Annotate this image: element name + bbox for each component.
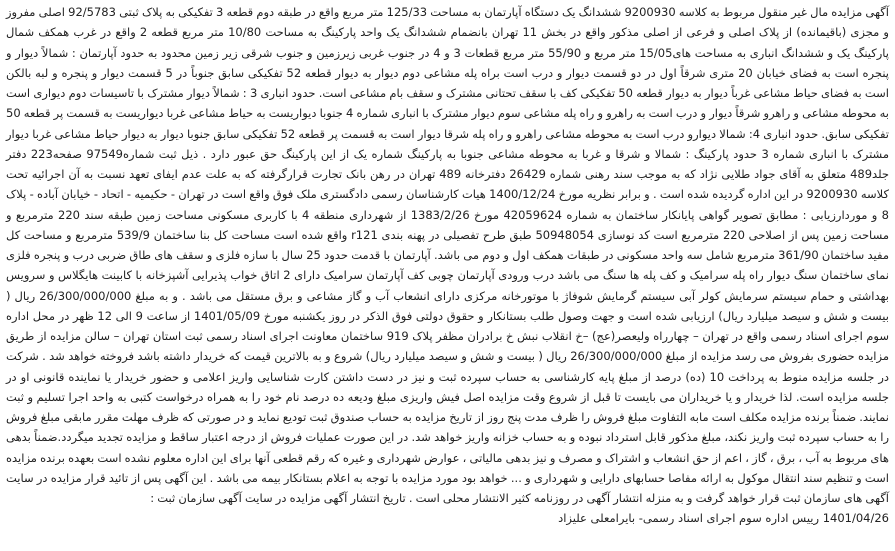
auction-notice (4, 2, 891, 549)
notice-signature: 1401/04/26 رییس اداره سوم اجرای اسناد رسمی- بایرامعلی علیزاد (558, 511, 889, 526)
notice-body-text: آگهی مزایده مال غیر منقول مربوط به کلاسه 9200930 ششدانگ یک دستگاه آپارتمان به مساحت 125/33 متر مربع واقع در طبقه دوم قطعه 3 تفکیکی به پلاک ثبتی 92/5783 اصلی مفروز و مجزی (باقیمانده) از پلاک اصلی و فرعی از اصلی مذکور واقع در بخش 11 تهران بانضمام ششدانگ یک واحد پارکینگ به مساحت 10/80 متر مربع قطعه 2 واقع در غرب همکف شمال پارکینگ یک و ششدانگ انباری به مساحت های15/05 متر مربع و 55/90 متر مربع قطعات 3 و 4 در جنوب غربی زیرزمین و جنوب شرقی زیر زمین محدود به حدود آپارتمان : شمالاً دیوار و پنجره است به فضای خیابان 20 متری شرقاً اول در دو قسمت دیوار و درب است براه پله مشاعی دوم دیوار به دیوار قطعه 52 تفکیکی سابق جنوباً در 5 قسمت دیوار و پنجره و لبه بالکن است به فضای حیاط مشاعی غرباً دیوار به دیوار قطعه 50 تفکیکی کف با سقف تحتانی مشترک و سقف بام مشاعی است. حدود انباری 3 : شمالاً دیوار مشترک با تاسیسات دوم دیواری است به محوطه مشاعی و راهرو شرقاً دیوار و درب است به راهرو و راه پله مشاعی سوم دیوار مشترک با انباری شماره 4 جنوبا دیواریست به حیاط مشاعی غربا دیواریست به قسمت پر قطعه 50 تفکیکی سابق. حدود انباری 4: شمالا دیوارو درب است به محوطه مشاعی راهرو و راه پله شرقا دیوار است به قسمت پر قطعه 52 تفکیکی سابق جنوبا دیوار به دیوار حیاط مشاعی غربا دیوار مشترک با انباری شماره 3 حدود پارکینگ : شمالا و شرقا و غربا به محوطه مشاعی جنوبا به پارکینگ شماره یک از این پارکینگ حق عبور دارد . ذیل ثبت شماره97549 صفحه223 دفتر جلد489 متعلق به آقای جواد طلایی نژاد که به موجب سند رهنی شماره 26429 دفترخانه 489 تهران در رهن بانک تجارت قرارگرفته که به علت عدم ایفای تعهد نسبت به آن اجرائیه تحت کلاسه 9200930 در این اداره گردیده شده است . و برابر نظریه مورخ 1400/12/24 هیات کارشناسان رسمی دادگستری ملک فوق واقع است در تهران - حکیمیه - اتحاد - خیابان آباده - پلاک 8 و موردارزیابی : مطابق تصویر گواهی پایانکار ساختمان به شماره 42059624 مورخ 1383/2/26 از شهرداری منطقه 4 با کاربری مسکونی مساحت زمین طبقه سند 220 مترمربع و مساحت زمین پس از اصلاحی 220 مترمربع است کد نوسازی 50948054 طبق طرح تفصیلی در پهنه بندی r121 واقع شده است مساحت کل بنا ساختمان 539/9 مترمربع و مساحت کل مفید ساختمان 361/90 مترمربع شامل سه واحد مسکونی در طبقات همکف اول و دوم می باشد. آپارتمان با قدمت حدود 25 سال با سازه فلزی و سقف های طاق ضربی درب و پنجره فلزی نمای ساختمان سنگ دیوار راه پله سرامیک و کف پله ها سنگ می باشد درب ورودی آپارتمان چوبی کف آپارتمان سرامیک دارای 2 اتاق خواب پذیرایی آشپزخانه با کابینت هایگلاس و سرویس بهداشتی و حمام سیستم سرمایش کولر آبی سیستم گرمایش شوفاژ با موتورخانه مرکزی دارای انشعاب آب و گاز مشاعی و برق مستقل می باشد . و به مبلغ 26/300/000/000 ریال ( بیست و شش و سیصد میلیارد ریال) ارزیابی شده است و جهت وصول طلب بستانکار و حقوق دولتی فوق الذکر در روز یکشنبه مورخ 1401/05/09 از ساعت 9 الی 12 ظهر در محل اداره سوم اجرای اسناد رسمی واقع در تهران – چهارراه ولیعصر(عج) –خ انقلاب نبش خ برادران مظفر پلاک 919 ساختمان معاونت اجرای اسناد رسمی ثبت استان تهران – سالن مزایده از طریق مزایده حضوری بفروش می رسد مزایده از مبلغ 26/300/000/000 ریال ( بیست و شش و سیصد میلیارد ریال) شروع و به بالاترین قیمت که خریدار داشته باشد فروخته خواهد شد . شرکت در جلسه مزایده منوط به پرداخت 10 (ده) درصد از مبلغ پایه کارشناسی به حساب سپرده ثبت و نیز در دست داشتن کارت شناسایی واریز اعلامی و حضور خریدار یا نماینده قانونی او در جلسه مزایده است. لذا خریدار و یا خریداران می بایست تا قبل از شروع وقت مزایده اصل فیش واریزی مبلغ ودیعه ده درصد نام خود را به همراه درخواست کتبی به واحد اجرا تسلیم و ثبت نمایند. ضمناً برنده مزایده مکلف است مابه التفاوت مبلغ فروش را ظرف مدت پنج روز از تاریخ مزایده به حساب صندوق ثبت تودیع نماید و در صورتی که ظرف مهلت مقرر مابقی مبلغ فروش را به حساب سپرده ثبت واریز نکند، مبلغ مذکور قابل استرداد نبوده و به حساب خزانه واریز خواهد شد. در این صورت عملیات فروش از درجه اعتبار ساقط و مزایده تجدید میگردد.ضمناً بدهی های مربوط به آب ، برق ، گاز ، اعم از حق انشعاب و اشتراک و مصرف و نیز بدهی مالیاتی ، عوارض شهرداری و غیره که رقم قطعی آنها برای این اداره معلوم نشده است بعهده برنده مزایده است و تنظیم سند انتقال موکول به ارائه مفاصا حسابهای دارایی و شهرداری و ... خواهد بود مورد مزایده با توجه به اعلام بستانکار بیمه می باشد . این آگهی پس از تائید قرار مزایده در سایت آگهی های سازمان ثبت قرار خواهد گرفت و به منزله انتشار آگهی در روزنامه کثیر الانتشار محلی است . تاریخ انتشار آگهی مزایده در سایت آگهی سازمان ثبت : (6, 5, 890, 505)
